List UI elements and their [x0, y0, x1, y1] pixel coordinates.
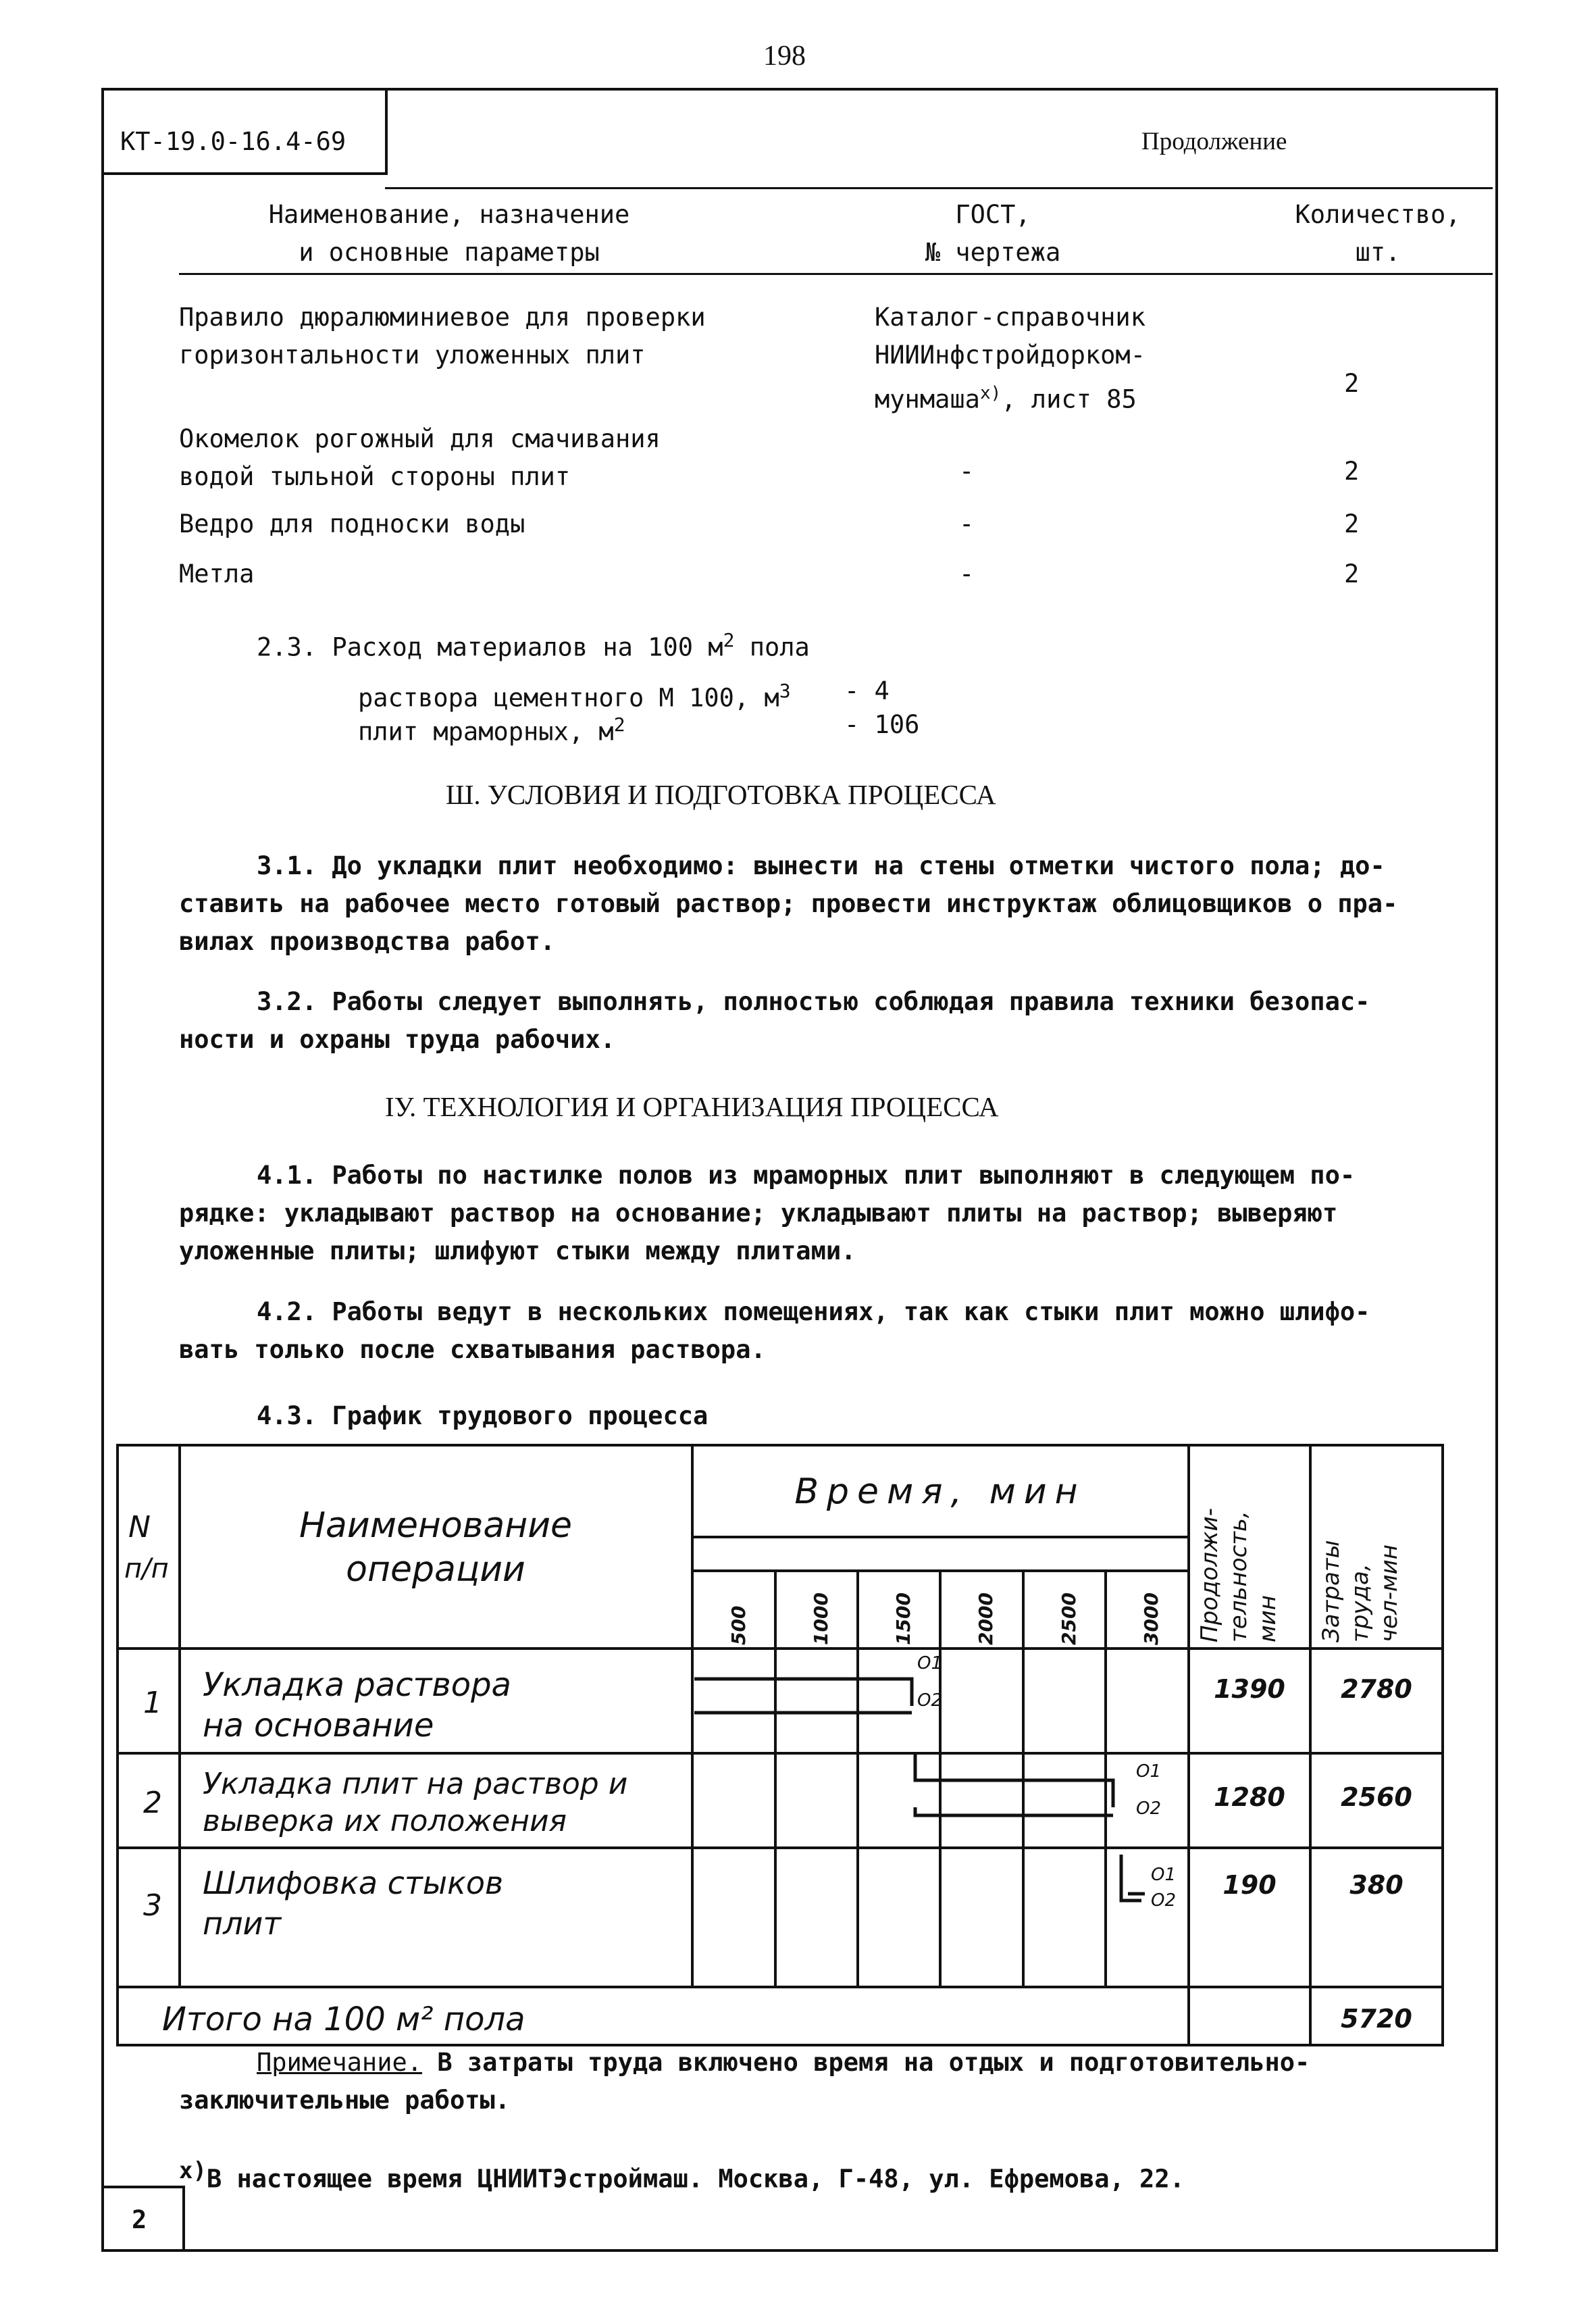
gantt-worker-label: О2	[1151, 1890, 1177, 1911]
gantt-worker-label: О1	[917, 1653, 943, 1674]
header-name: Наименование, назначение и основные параметры	[268, 200, 630, 267]
row-operation: выверка их положения	[203, 1804, 567, 1838]
equipment-row: Ведро для подноски воды	[179, 509, 525, 538]
time-tick: 1500	[892, 1592, 915, 1645]
time-tick: 1000	[810, 1592, 832, 1645]
row-labor: 380	[1349, 1870, 1404, 1900]
continuation-label: Продолжение	[1141, 128, 1287, 155]
table-header-rule	[179, 273, 1493, 275]
row-operation: Шлифовка стыков	[203, 1865, 504, 1901]
document-code: КТ-19.0-16.4-69	[120, 127, 346, 156]
header-duration: мин	[1254, 1595, 1281, 1642]
equipment-gost: Каталог-справочник НИИИнфстройдорком- мунмаша$^{x)}$, лист 85	[875, 303, 1145, 414]
equipment-qty: 2	[1344, 559, 1360, 588]
time-tick: 3000	[1140, 1592, 1162, 1645]
row-labor: 2560	[1341, 1782, 1412, 1812]
note-label: Примечание.	[257, 2048, 423, 2077]
equipment-qty: 2	[1344, 457, 1360, 486]
gantt-worker-label: О2	[1136, 1799, 1162, 1819]
row-number: 2	[143, 1786, 162, 1820]
section3-heading: Ш. УСЛОВИЯ И ПОДГОТОВКА ПРОЦЕССА	[446, 779, 996, 810]
row-duration: 1280	[1214, 1782, 1285, 1812]
equipment-row: Метла	[179, 559, 255, 588]
section3-paragraph2: 3.2. Работы следует выполнять, полностью соблюдая правила техники безопас- ности и охраны труда рабочих.	[179, 987, 1370, 1054]
header-labor: Затраты	[1318, 1540, 1345, 1642]
section4-paragraph1: 4.1. Работы по настилке полов из мраморных плит выполняют в следующем по- рядке: укладывают раствор на основание; укладывают плиты на раствор; выверяют уложенные плиты; шлифуют стыки между плитами.	[179, 1161, 1356, 1265]
equipment-qty: 2	[1344, 509, 1360, 538]
bottom-page-number: 2	[132, 2205, 147, 2234]
total-value: 5720	[1341, 2004, 1412, 2034]
table-top-rule	[385, 187, 1493, 189]
header-gost: ГОСТ, № чертежа	[925, 200, 1061, 267]
row-labor: 2780	[1341, 1674, 1412, 1704]
materials-tiles-value: - 106	[844, 710, 920, 739]
header-operation: Наименование	[299, 1505, 573, 1546]
section4-paragraph2: 4.2. Работы ведут в нескольких помещениях, так как стыки плит можно шлифо- вать только после схватывания раствора.	[179, 1297, 1370, 1364]
equipment-row: Окомелок рогожный для смачивания водой тыльной стороны плит	[179, 424, 661, 491]
equipment-qty: 2	[1344, 369, 1360, 398]
section4-paragraph3: 4.3. График трудового процесса	[257, 1401, 709, 1430]
header-duration: Продолжи-	[1196, 1508, 1223, 1642]
equipment-gost: -	[959, 509, 975, 538]
row-operation: на основание	[203, 1707, 434, 1744]
header-labor: труда,	[1347, 1563, 1374, 1642]
row-number: 1	[143, 1686, 162, 1720]
header-number-sub: п/п	[124, 1553, 169, 1584]
row-duration: 1390	[1214, 1674, 1285, 1704]
labor-schedule-table	[115, 1442, 1445, 2051]
footnote-mark: x)	[179, 2157, 207, 2184]
page-number: 198	[763, 41, 806, 72]
equipment-gost: -	[959, 559, 975, 588]
header-quantity: Количество, шт.	[1295, 200, 1461, 267]
row-number: 3	[143, 1888, 162, 1923]
materials-title: 2.3. Расход материалов на 100 $м^2$ пола	[257, 629, 810, 662]
header-labor: чел-мин	[1376, 1544, 1403, 1642]
row-operation: плит	[203, 1905, 282, 1942]
time-tick: 2000	[975, 1592, 997, 1645]
footnote: $^{x)}$В настоящее время ЦНИИТЭстроймаш. Москва, Г-48, ул. Ефремова, 22.	[179, 2157, 1185, 2194]
total-label: Итого на 100 м² пола	[162, 2001, 525, 2038]
equipment-gost: -	[959, 457, 975, 486]
time-tick: 500	[727, 1605, 750, 1645]
header-operation-sub: операции	[346, 1549, 525, 1590]
time-tick: 2500	[1058, 1592, 1080, 1645]
row-operation: Укладка раствора	[203, 1666, 511, 1704]
note: Примечание. В затраты труда включено время на отдых и подготовительно- заключительные работы.	[179, 2048, 1310, 2115]
section4-heading: IУ. ТЕХНОЛОГИЯ И ОРГАНИЗАЦИЯ ПРОЦЕССА	[385, 1091, 999, 1122]
equipment-row: Правило дюралюминиевое для проверки горизонтальности уложенных плит	[179, 303, 706, 370]
section3-paragraph1: 3.1. До укладки плит необходимо: вынести на стены отметки чистого пола; до- ставить на рабочее место готовый раствор; провести инструктаж облицовщиков о пра- вилах производства работ.	[179, 851, 1398, 956]
materials-tiles: плит мраморных, $м^2$	[358, 713, 625, 747]
materials-mortar-value: - 4	[844, 676, 890, 705]
row-operation: Укладка плит на раствор и	[203, 1767, 628, 1801]
gantt-worker-label: О1	[1151, 1865, 1177, 1885]
gantt-worker-label: О1	[1136, 1761, 1162, 1782]
gantt-worker-label: О2	[917, 1690, 943, 1711]
footnote-mark: x)	[979, 383, 1002, 403]
row-duration: 190	[1222, 1870, 1277, 1900]
header-number: N	[128, 1510, 151, 1544]
materials-mortar: раствора цементного М 100, $м^3$	[358, 680, 791, 713]
header-duration: тельность,	[1225, 1511, 1252, 1642]
header-time: Время, мин	[794, 1472, 1086, 1512]
